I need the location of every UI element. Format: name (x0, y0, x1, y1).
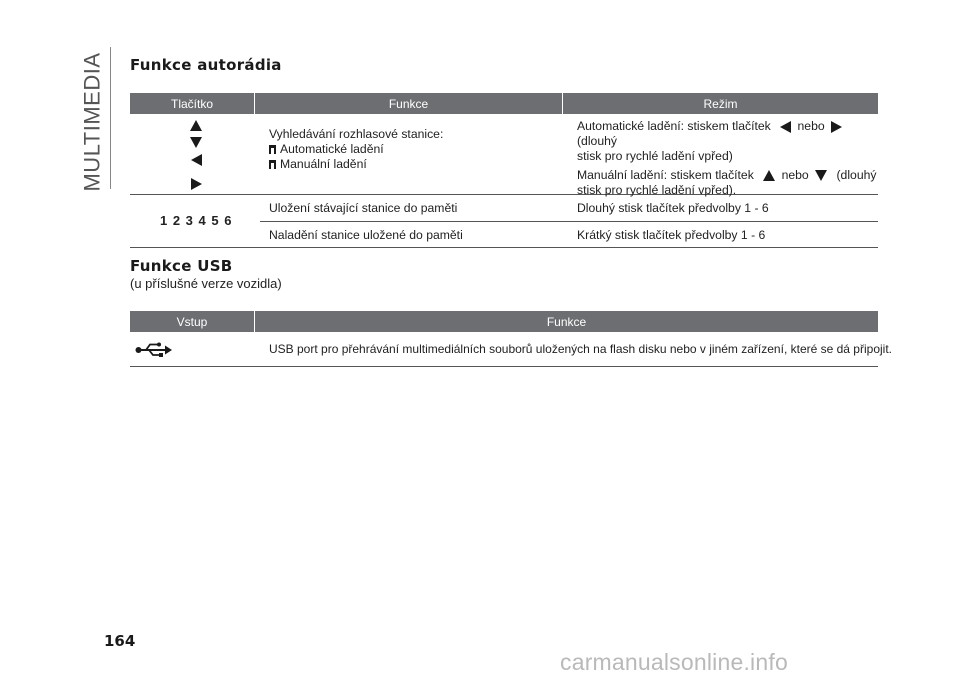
arrow-right-icon (831, 121, 842, 133)
arrow-up-icon (763, 170, 775, 181)
mode-manual-line: Manuální ladění: stiskem tlačítek nebo (dlouhý (577, 168, 877, 182)
arrow-left-icon (191, 154, 202, 166)
usb-functions-table (130, 311, 892, 369)
header-mode: Režim (703, 96, 738, 111)
section-title-radio: Funkce autorádia (130, 56, 282, 74)
mode-cell (577, 119, 877, 198)
side-divider (110, 47, 111, 189)
mode-auto-line: Automatické ladění: stiskem tlačítek nebo (dlouhý (577, 119, 877, 149)
page-number: 164 (104, 632, 136, 650)
side-section-label-text: MULTIMEDIA (80, 52, 106, 192)
function-cell: Naladění stanice uložené do paměti (269, 228, 463, 242)
function-cell: USB port pro přehrávání multimediálních souborů uložených na flash disku nebo v jiném zařízení, které se dá připojit. (269, 342, 892, 356)
function-item: Automatické ladění (269, 142, 564, 157)
watermark[interactable]: carmanualsonline.info (560, 649, 788, 675)
header-function: Funkce (388, 96, 429, 111)
mode-manual-line2: stisk pro rychlé ladění vpřed). (577, 183, 737, 197)
function-cell: Uložení stávající stanice do paměti (269, 201, 458, 215)
mode-auto-line2: stisk pro rychlé ladění vpřed) (577, 149, 733, 163)
arrow-down-icon (190, 137, 202, 148)
header-button: Tlačítko (170, 96, 213, 111)
bullet-icon (269, 160, 276, 169)
header-input: Vstup (176, 314, 208, 329)
section-subtitle-usb: (u příslušné verze vozidla) (130, 276, 282, 291)
button-icons (186, 120, 206, 190)
arrow-right-icon (191, 178, 202, 190)
radio-functions-table (130, 93, 878, 253)
table-row (130, 114, 878, 195)
table-header (130, 93, 878, 114)
mode-cell: Dlouhý stisk tlačítek předvolby 1 - 6 (577, 201, 769, 215)
table-header (130, 311, 878, 332)
table-row (260, 195, 878, 222)
function-cell (269, 127, 564, 172)
arrow-down-icon (815, 170, 827, 181)
section-title-usb: Funkce USB (130, 257, 233, 275)
function-item: Manuální ladění (269, 157, 564, 172)
arrow-left-icon (780, 121, 791, 133)
table-row (130, 222, 878, 248)
function-intro: Vyhledávání rozhlasové stanice: (269, 127, 444, 141)
bullet-icon (269, 145, 276, 154)
mode-cell: Krátký stisk tlačítek předvolby 1 - 6 (577, 228, 766, 242)
header-function: Funkce (546, 314, 587, 329)
side-section-label (78, 52, 108, 192)
preset-buttons-label: 1 2 3 4 5 6 (160, 213, 233, 228)
usb-icon (135, 342, 173, 363)
table-row (130, 332, 892, 367)
arrow-up-icon (190, 120, 202, 131)
